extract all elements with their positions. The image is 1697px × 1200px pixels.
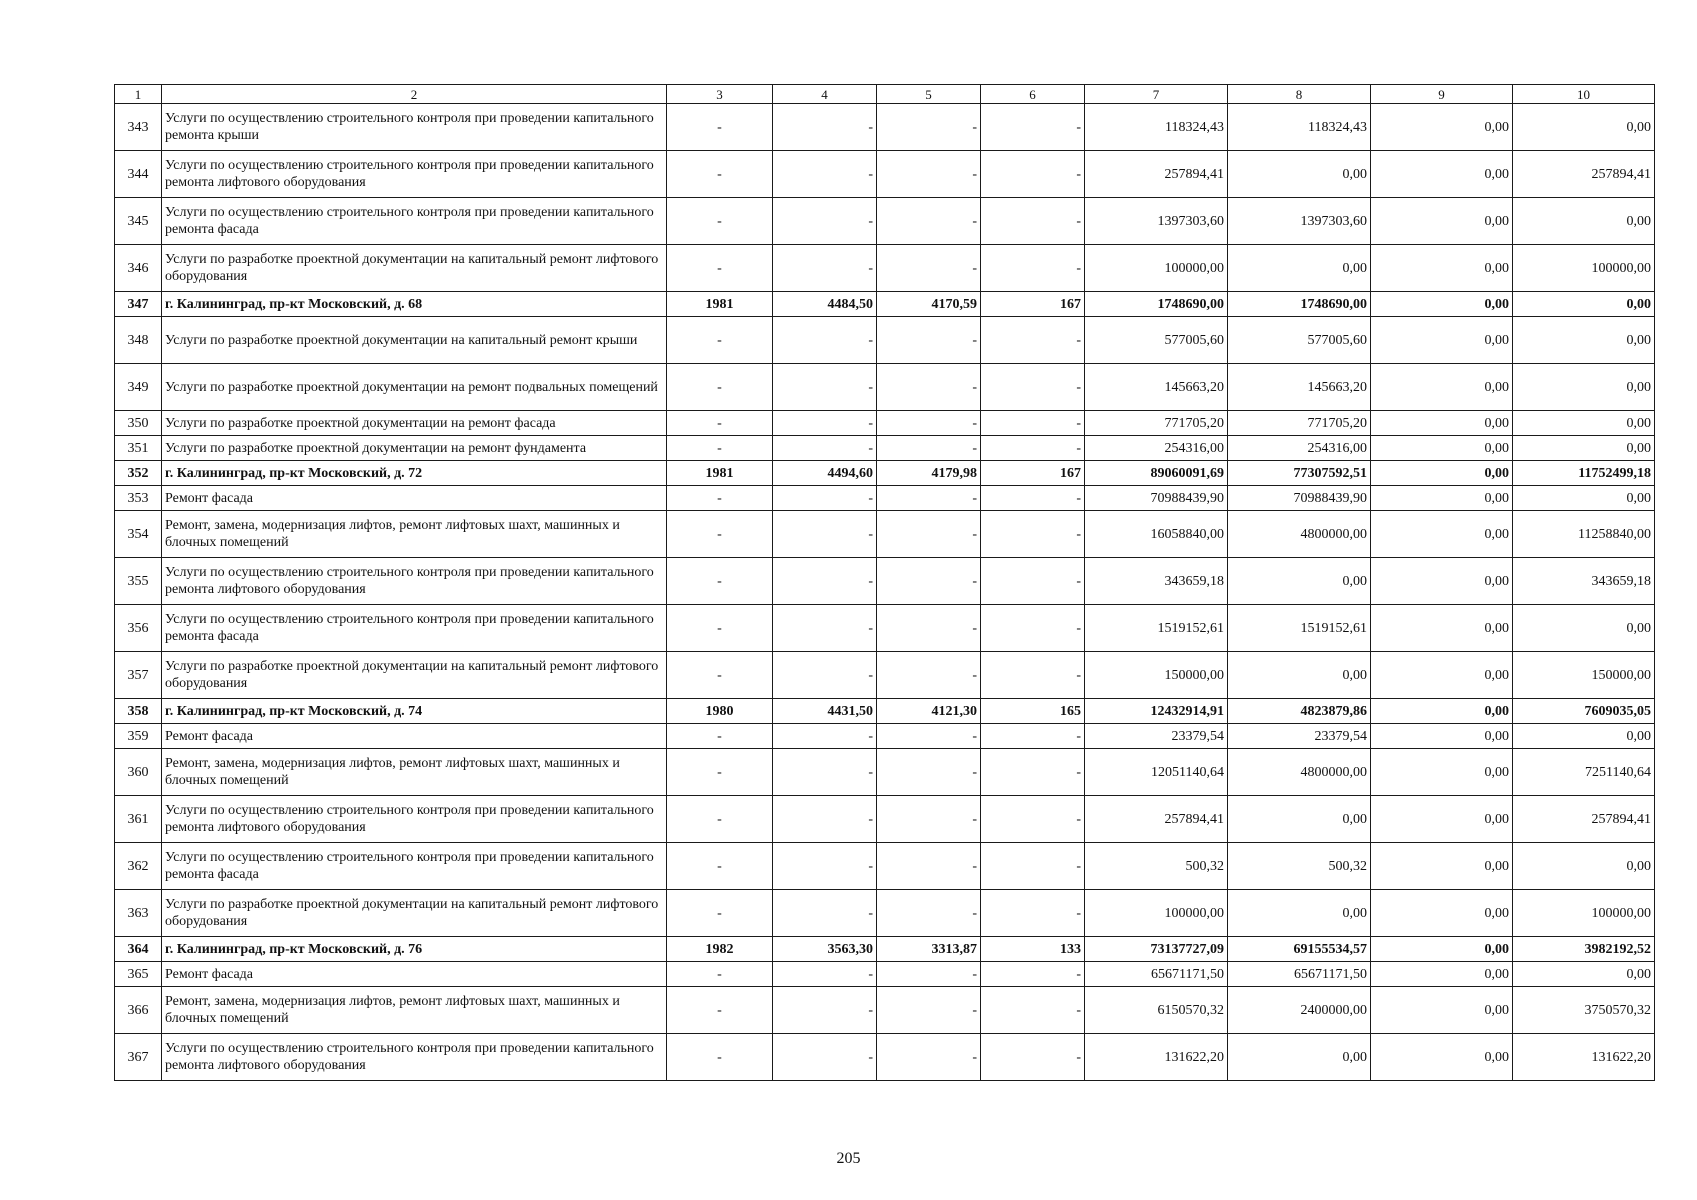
- cost-col10-cell: 0,00: [1513, 364, 1655, 411]
- year-cell: 1981: [667, 461, 773, 486]
- row-number-cell: 355: [115, 558, 162, 605]
- description-cell: Услуги по разработке проектной документации на капитальный ремонт крыши: [162, 317, 667, 364]
- year-cell: -: [667, 987, 773, 1034]
- cost-col8-cell: 23379,54: [1228, 724, 1371, 749]
- row-number-cell: 361: [115, 796, 162, 843]
- column-header: 3: [667, 85, 773, 104]
- row-number-cell: 344: [115, 151, 162, 198]
- cost-col9-cell: 0,00: [1371, 436, 1513, 461]
- description-cell: Услуги по разработке проектной документации на капитальный ремонт лифтового оборудования: [162, 245, 667, 292]
- cost-col9-cell: 0,00: [1371, 843, 1513, 890]
- table-row: [115, 1034, 1655, 1081]
- row-number-cell: 365: [115, 962, 162, 987]
- residents-cell: -: [981, 436, 1085, 461]
- cost-col10-cell: 0,00: [1513, 198, 1655, 245]
- cost-col8-cell: 1748690,00: [1228, 292, 1371, 317]
- year-cell: -: [667, 364, 773, 411]
- cost-col9-cell: 0,00: [1371, 890, 1513, 937]
- cost-col9-cell: 0,00: [1371, 605, 1513, 652]
- cost-col8-cell: 77307592,51: [1228, 461, 1371, 486]
- area-total-cell: -: [773, 198, 877, 245]
- area-residential-cell: -: [877, 1034, 981, 1081]
- total-cost-cell: 73137727,09: [1085, 937, 1228, 962]
- year-cell: -: [667, 104, 773, 151]
- residents-cell: 133: [981, 937, 1085, 962]
- residents-cell: -: [981, 605, 1085, 652]
- cost-col10-cell: 0,00: [1513, 411, 1655, 436]
- total-cost-cell: 1397303,60: [1085, 198, 1228, 245]
- total-cost-cell: 100000,00: [1085, 890, 1228, 937]
- table-row: [115, 436, 1655, 461]
- description-cell: Услуги по разработке проектной документации на капитальный ремонт лифтового оборудования: [162, 890, 667, 937]
- year-cell: -: [667, 198, 773, 245]
- row-number-cell: 353: [115, 486, 162, 511]
- year-cell: -: [667, 890, 773, 937]
- area-total-cell: -: [773, 104, 877, 151]
- residents-cell: -: [981, 843, 1085, 890]
- cost-col10-cell: 11752499,18: [1513, 461, 1655, 486]
- year-cell: -: [667, 558, 773, 605]
- description-cell: Ремонт, замена, модернизация лифтов, ремонт лифтовых шахт, машинных и блочных помещений: [162, 511, 667, 558]
- cost-col10-cell: 150000,00: [1513, 652, 1655, 699]
- area-total-cell: -: [773, 796, 877, 843]
- row-number-cell: 354: [115, 511, 162, 558]
- cost-col10-cell: 0,00: [1513, 104, 1655, 151]
- table-row: [115, 749, 1655, 796]
- cost-col8-cell: 254316,00: [1228, 436, 1371, 461]
- description-cell: Услуги по осуществлению строительного контроля при проведении капитального ремонта фасада: [162, 198, 667, 245]
- cost-col10-cell: 0,00: [1513, 436, 1655, 461]
- table-row: [115, 104, 1655, 151]
- area-residential-cell: -: [877, 652, 981, 699]
- table-row: [115, 151, 1655, 198]
- row-number-cell: 348: [115, 317, 162, 364]
- area-residential-cell: -: [877, 724, 981, 749]
- row-number-cell: 343: [115, 104, 162, 151]
- cost-col10-cell: 257894,41: [1513, 796, 1655, 843]
- table-row: [115, 962, 1655, 987]
- cost-col9-cell: 0,00: [1371, 699, 1513, 724]
- table-row: [115, 486, 1655, 511]
- year-cell: -: [667, 486, 773, 511]
- area-total-cell: -: [773, 558, 877, 605]
- cost-col9-cell: 0,00: [1371, 486, 1513, 511]
- area-total-cell: -: [773, 1034, 877, 1081]
- area-total-cell: -: [773, 962, 877, 987]
- row-number-cell: 350: [115, 411, 162, 436]
- cost-col10-cell: 0,00: [1513, 605, 1655, 652]
- area-residential-cell: -: [877, 198, 981, 245]
- cost-col8-cell: 0,00: [1228, 1034, 1371, 1081]
- cost-col8-cell: 4800000,00: [1228, 749, 1371, 796]
- total-cost-cell: 150000,00: [1085, 652, 1228, 699]
- cost-col9-cell: 0,00: [1371, 962, 1513, 987]
- cost-col9-cell: 0,00: [1371, 292, 1513, 317]
- total-cost-cell: 343659,18: [1085, 558, 1228, 605]
- cost-col9-cell: 0,00: [1371, 151, 1513, 198]
- residents-cell: 165: [981, 699, 1085, 724]
- row-number-cell: 351: [115, 436, 162, 461]
- total-cost-cell: 131622,20: [1085, 1034, 1228, 1081]
- residents-cell: -: [981, 317, 1085, 364]
- description-cell: Ремонт, замена, модернизация лифтов, ремонт лифтовых шахт, машинных и блочных помещений: [162, 987, 667, 1034]
- description-cell: Услуги по осуществлению строительного контроля при проведении капитального ремонта фасада: [162, 605, 667, 652]
- year-cell: -: [667, 317, 773, 364]
- table-row: [115, 843, 1655, 890]
- area-total-cell: -: [773, 987, 877, 1034]
- row-number-cell: 352: [115, 461, 162, 486]
- total-cost-cell: 254316,00: [1085, 436, 1228, 461]
- table-row: [115, 937, 1655, 962]
- description-cell: Услуги по разработке проектной документации на ремонт подвальных помещений: [162, 364, 667, 411]
- residents-cell: -: [981, 962, 1085, 987]
- cost-col10-cell: 11258840,00: [1513, 511, 1655, 558]
- residents-cell: 167: [981, 292, 1085, 317]
- area-residential-cell: 3313,87: [877, 937, 981, 962]
- row-number-cell: 346: [115, 245, 162, 292]
- year-cell: -: [667, 843, 773, 890]
- area-total-cell: 3563,30: [773, 937, 877, 962]
- area-residential-cell: 4179,98: [877, 461, 981, 486]
- total-cost-cell: 23379,54: [1085, 724, 1228, 749]
- cost-col10-cell: 257894,41: [1513, 151, 1655, 198]
- description-cell: Услуги по осуществлению строительного контроля при проведении капитального ремонта лифтового оборудования: [162, 1034, 667, 1081]
- area-total-cell: 4484,50: [773, 292, 877, 317]
- year-cell: -: [667, 796, 773, 843]
- total-cost-cell: 257894,41: [1085, 151, 1228, 198]
- area-residential-cell: -: [877, 962, 981, 987]
- residents-cell: -: [981, 411, 1085, 436]
- area-total-cell: -: [773, 843, 877, 890]
- year-cell: -: [667, 962, 773, 987]
- cost-col8-cell: 0,00: [1228, 245, 1371, 292]
- cost-col8-cell: 0,00: [1228, 796, 1371, 843]
- cost-col9-cell: 0,00: [1371, 558, 1513, 605]
- cost-col9-cell: 0,00: [1371, 796, 1513, 843]
- year-cell: -: [667, 652, 773, 699]
- table-row: [115, 461, 1655, 486]
- cost-col10-cell: 0,00: [1513, 486, 1655, 511]
- area-residential-cell: -: [877, 486, 981, 511]
- total-cost-cell: 500,32: [1085, 843, 1228, 890]
- table-row: [115, 317, 1655, 364]
- description-cell: Ремонт фасада: [162, 724, 667, 749]
- area-residential-cell: -: [877, 411, 981, 436]
- cost-col8-cell: 145663,20: [1228, 364, 1371, 411]
- cost-col10-cell: 3982192,52: [1513, 937, 1655, 962]
- area-total-cell: 4494,60: [773, 461, 877, 486]
- total-cost-cell: 65671171,50: [1085, 962, 1228, 987]
- total-cost-cell: 257894,41: [1085, 796, 1228, 843]
- row-number-cell: 367: [115, 1034, 162, 1081]
- column-header: 9: [1371, 85, 1513, 104]
- cost-col10-cell: 7609035,05: [1513, 699, 1655, 724]
- year-cell: 1980: [667, 699, 773, 724]
- residents-cell: -: [981, 1034, 1085, 1081]
- row-number-cell: 345: [115, 198, 162, 245]
- area-residential-cell: -: [877, 151, 981, 198]
- area-total-cell: -: [773, 411, 877, 436]
- cost-col9-cell: 0,00: [1371, 461, 1513, 486]
- area-residential-cell: -: [877, 843, 981, 890]
- column-header: 6: [981, 85, 1085, 104]
- total-cost-cell: 145663,20: [1085, 364, 1228, 411]
- residents-cell: -: [981, 486, 1085, 511]
- cost-col8-cell: 118324,43: [1228, 104, 1371, 151]
- area-total-cell: -: [773, 724, 877, 749]
- column-header: 5: [877, 85, 981, 104]
- year-cell: 1981: [667, 292, 773, 317]
- area-residential-cell: -: [877, 436, 981, 461]
- table-row: [115, 245, 1655, 292]
- area-total-cell: -: [773, 749, 877, 796]
- column-header: 4: [773, 85, 877, 104]
- residents-cell: -: [981, 364, 1085, 411]
- row-number-cell: 356: [115, 605, 162, 652]
- column-header: 7: [1085, 85, 1228, 104]
- column-header: 2: [162, 85, 667, 104]
- table-row: [115, 411, 1655, 436]
- area-residential-cell: -: [877, 890, 981, 937]
- area-residential-cell: -: [877, 987, 981, 1034]
- area-residential-cell: -: [877, 104, 981, 151]
- description-cell: Услуги по разработке проектной документации на ремонт фундамента: [162, 436, 667, 461]
- table-row: [115, 796, 1655, 843]
- cost-col9-cell: 0,00: [1371, 937, 1513, 962]
- residents-cell: -: [981, 652, 1085, 699]
- area-total-cell: -: [773, 652, 877, 699]
- cost-col9-cell: 0,00: [1371, 198, 1513, 245]
- description-cell: Услуги по разработке проектной документации на ремонт фасада: [162, 411, 667, 436]
- total-cost-cell: 577005,60: [1085, 317, 1228, 364]
- area-residential-cell: 4121,30: [877, 699, 981, 724]
- year-cell: -: [667, 436, 773, 461]
- description-cell: Услуги по осуществлению строительного контроля при проведении капитального ремонта лифтового оборудования: [162, 796, 667, 843]
- row-number-cell: 349: [115, 364, 162, 411]
- residents-cell: -: [981, 104, 1085, 151]
- row-number-cell: 363: [115, 890, 162, 937]
- year-cell: -: [667, 151, 773, 198]
- column-number-header-row: [115, 85, 1655, 104]
- description-cell: г. Калининград, пр-кт Московский, д. 74: [162, 699, 667, 724]
- row-number-cell: 347: [115, 292, 162, 317]
- area-total-cell: -: [773, 151, 877, 198]
- description-cell: г. Калининград, пр-кт Московский, д. 72: [162, 461, 667, 486]
- cost-col10-cell: 0,00: [1513, 843, 1655, 890]
- cost-col10-cell: 0,00: [1513, 724, 1655, 749]
- area-residential-cell: -: [877, 605, 981, 652]
- area-residential-cell: -: [877, 796, 981, 843]
- cost-col10-cell: 100000,00: [1513, 890, 1655, 937]
- cost-col8-cell: 70988439,90: [1228, 486, 1371, 511]
- total-cost-cell: 118324,43: [1085, 104, 1228, 151]
- row-number-cell: 359: [115, 724, 162, 749]
- cost-col8-cell: 65671171,50: [1228, 962, 1371, 987]
- cost-col8-cell: 4823879,86: [1228, 699, 1371, 724]
- residents-cell: -: [981, 890, 1085, 937]
- row-number-cell: 358: [115, 699, 162, 724]
- residents-cell: -: [981, 987, 1085, 1034]
- cost-col9-cell: 0,00: [1371, 364, 1513, 411]
- total-cost-cell: 70988439,90: [1085, 486, 1228, 511]
- area-residential-cell: -: [877, 245, 981, 292]
- description-cell: Ремонт фасада: [162, 486, 667, 511]
- cost-col8-cell: 69155534,57: [1228, 937, 1371, 962]
- cost-col9-cell: 0,00: [1371, 749, 1513, 796]
- total-cost-cell: 12432914,91: [1085, 699, 1228, 724]
- area-total-cell: -: [773, 364, 877, 411]
- description-cell: Услуги по осуществлению строительного контроля при проведении капитального ремонта лифтового оборудования: [162, 558, 667, 605]
- cost-col10-cell: 0,00: [1513, 292, 1655, 317]
- cost-col9-cell: 0,00: [1371, 411, 1513, 436]
- cost-col8-cell: 0,00: [1228, 151, 1371, 198]
- cost-col9-cell: 0,00: [1371, 652, 1513, 699]
- area-total-cell: -: [773, 890, 877, 937]
- table-row: [115, 605, 1655, 652]
- table-row: [115, 699, 1655, 724]
- column-header: 8: [1228, 85, 1371, 104]
- cost-col10-cell: 3750570,32: [1513, 987, 1655, 1034]
- cost-col10-cell: 0,00: [1513, 962, 1655, 987]
- area-residential-cell: 4170,59: [877, 292, 981, 317]
- cost-col9-cell: 0,00: [1371, 987, 1513, 1034]
- cost-col8-cell: 2400000,00: [1228, 987, 1371, 1034]
- cost-col9-cell: 0,00: [1371, 104, 1513, 151]
- description-cell: Ремонт фасада: [162, 962, 667, 987]
- residents-cell: -: [981, 558, 1085, 605]
- year-cell: -: [667, 411, 773, 436]
- capital-repair-table: [114, 84, 1655, 1081]
- row-number-cell: 362: [115, 843, 162, 890]
- total-cost-cell: 1519152,61: [1085, 605, 1228, 652]
- description-cell: г. Калининград, пр-кт Московский, д. 68: [162, 292, 667, 317]
- table-row: [115, 652, 1655, 699]
- cost-col10-cell: 131622,20: [1513, 1034, 1655, 1081]
- table-row: [115, 987, 1655, 1034]
- area-total-cell: -: [773, 605, 877, 652]
- cost-col8-cell: 577005,60: [1228, 317, 1371, 364]
- cost-col10-cell: 100000,00: [1513, 245, 1655, 292]
- cost-col8-cell: 771705,20: [1228, 411, 1371, 436]
- residents-cell: -: [981, 151, 1085, 198]
- cost-col8-cell: 0,00: [1228, 558, 1371, 605]
- area-residential-cell: -: [877, 558, 981, 605]
- page-number: 205: [836, 1150, 861, 1167]
- table-row: [115, 292, 1655, 317]
- residents-cell: -: [981, 724, 1085, 749]
- cost-col8-cell: 500,32: [1228, 843, 1371, 890]
- year-cell: -: [667, 749, 773, 796]
- description-cell: Услуги по разработке проектной документации на капитальный ремонт лифтового оборудования: [162, 652, 667, 699]
- year-cell: -: [667, 245, 773, 292]
- table-row: [115, 558, 1655, 605]
- table-row: [115, 724, 1655, 749]
- cost-col8-cell: 4800000,00: [1228, 511, 1371, 558]
- total-cost-cell: 6150570,32: [1085, 987, 1228, 1034]
- table-row: [115, 364, 1655, 411]
- total-cost-cell: 12051140,64: [1085, 749, 1228, 796]
- description-cell: Услуги по осуществлению строительного контроля при проведении капитального ремонта фасада: [162, 843, 667, 890]
- area-total-cell: -: [773, 511, 877, 558]
- year-cell: -: [667, 511, 773, 558]
- residents-cell: -: [981, 511, 1085, 558]
- cost-col9-cell: 0,00: [1371, 511, 1513, 558]
- residents-cell: -: [981, 796, 1085, 843]
- residents-cell: 167: [981, 461, 1085, 486]
- area-residential-cell: -: [877, 364, 981, 411]
- total-cost-cell: 16058840,00: [1085, 511, 1228, 558]
- cost-col8-cell: 0,00: [1228, 890, 1371, 937]
- cost-col9-cell: 0,00: [1371, 245, 1513, 292]
- description-cell: г. Калининград, пр-кт Московский, д. 76: [162, 937, 667, 962]
- area-residential-cell: -: [877, 317, 981, 364]
- total-cost-cell: 100000,00: [1085, 245, 1228, 292]
- cost-col10-cell: 7251140,64: [1513, 749, 1655, 796]
- area-total-cell: -: [773, 317, 877, 364]
- residents-cell: -: [981, 245, 1085, 292]
- column-header: 10: [1513, 85, 1655, 104]
- cost-col9-cell: 0,00: [1371, 317, 1513, 364]
- year-cell: 1982: [667, 937, 773, 962]
- area-total-cell: -: [773, 245, 877, 292]
- total-cost-cell: 771705,20: [1085, 411, 1228, 436]
- total-cost-cell: 89060091,69: [1085, 461, 1228, 486]
- column-header: 1: [115, 85, 162, 104]
- cost-col8-cell: 0,00: [1228, 652, 1371, 699]
- cost-col9-cell: 0,00: [1371, 724, 1513, 749]
- area-total-cell: -: [773, 436, 877, 461]
- residents-cell: -: [981, 198, 1085, 245]
- description-cell: Ремонт, замена, модернизация лифтов, ремонт лифтовых шахт, машинных и блочных помещений: [162, 749, 667, 796]
- area-residential-cell: -: [877, 749, 981, 796]
- description-cell: Услуги по осуществлению строительного контроля при проведении капитального ремонта лифтового оборудования: [162, 151, 667, 198]
- cost-col9-cell: 0,00: [1371, 1034, 1513, 1081]
- description-cell: Услуги по осуществлению строительного контроля при проведении капитального ремонта крыши: [162, 104, 667, 151]
- cost-col10-cell: 0,00: [1513, 317, 1655, 364]
- year-cell: -: [667, 724, 773, 749]
- row-number-cell: 364: [115, 937, 162, 962]
- residents-cell: -: [981, 749, 1085, 796]
- year-cell: -: [667, 605, 773, 652]
- table-row: [115, 890, 1655, 937]
- area-residential-cell: -: [877, 511, 981, 558]
- cost-col8-cell: 1397303,60: [1228, 198, 1371, 245]
- cost-col10-cell: 343659,18: [1513, 558, 1655, 605]
- cost-col8-cell: 1519152,61: [1228, 605, 1371, 652]
- row-number-cell: 366: [115, 987, 162, 1034]
- table-row: [115, 198, 1655, 245]
- row-number-cell: 360: [115, 749, 162, 796]
- total-cost-cell: 1748690,00: [1085, 292, 1228, 317]
- area-total-cell: -: [773, 486, 877, 511]
- row-number-cell: 357: [115, 652, 162, 699]
- area-total-cell: 4431,50: [773, 699, 877, 724]
- table-row: [115, 511, 1655, 558]
- year-cell: -: [667, 1034, 773, 1081]
